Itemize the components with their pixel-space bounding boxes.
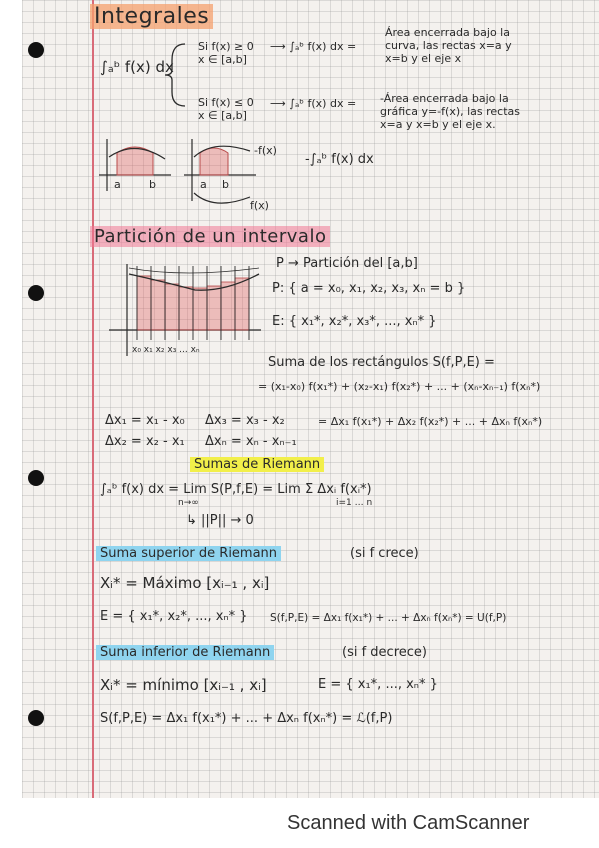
partition-heading: Partición de un intervalo <box>90 226 330 247</box>
graph2-label-a: a <box>200 178 207 191</box>
case2-condition: Si f(x) ≤ 0 <box>198 96 254 109</box>
upper-sum-condition: (si f crece) <box>350 546 419 561</box>
graph2-label-negf: -f(x) <box>254 144 277 157</box>
case2-desc-line2: gráfica y=-f(x), las rectas <box>380 105 521 118</box>
case2-integral: ⟶ ∫ₐᵇ f(x) dx = <box>270 97 357 110</box>
rectangle-sum-title: Suma de los rectángulos S(f,P,E) = <box>268 355 495 370</box>
riemann-heading: Sumas de Riemann <box>190 457 324 472</box>
lower-xi-definition: Xᵢ* = mínimo [xᵢ₋₁ , xᵢ] <box>100 676 267 694</box>
upper-tag-set: E = { x₁*, x₂*, ..., xₙ* } <box>100 609 248 624</box>
limit-subscript: n→∞ <box>178 498 199 508</box>
page-title: Integrales <box>90 4 213 29</box>
delta-xn: Δxₙ = xₙ - xₙ₋₁ <box>205 434 297 449</box>
negative-area-graph <box>180 135 260 205</box>
delta-x2: Δx₂ = x₂ - x₁ <box>105 434 185 449</box>
negative-integral: -∫ₐᵇ f(x) dx <box>305 152 374 167</box>
graph1-label-b: b <box>149 178 156 191</box>
margin-line <box>92 0 94 798</box>
delta-x3: Δx₃ = x₃ - x₂ <box>205 413 285 428</box>
case1-interval: x ∈ [a,b] <box>198 53 247 66</box>
delta-sum: = Δx₁ f(x₁*) + Δx₂ f(x₂*) + ... + Δxₙ f(xₙ*) <box>318 415 543 428</box>
upper-sum-expression: S(f,P,E) = Δx₁ f(x₁*) + ... + Δxₙ f(xₙ*) = U(f,P) <box>270 612 507 624</box>
positive-area-graph <box>95 135 175 195</box>
upper-sum-heading: Suma superior de Riemann <box>96 546 281 561</box>
partition-norm: ↳ ||P|| → 0 <box>186 513 254 528</box>
binder-hole <box>28 470 44 486</box>
case2-desc-line1: -Área encerrada bajo la <box>380 92 509 105</box>
case1-integral: ⟶ ∫ₐᵇ f(x) dx = <box>270 40 357 53</box>
graph2-label-f: f(x) <box>250 199 269 212</box>
tag-set: E: { x₁*, x₂*, x₃*, ..., xₙ* } <box>272 314 437 329</box>
integral-expression: ∫ₐᵇ f(x) dx <box>100 58 174 76</box>
case1-desc-line1: Área encerrada bajo la <box>385 26 510 39</box>
partition-definition: P → Partición del [a,b] <box>276 256 418 271</box>
brace <box>160 40 190 110</box>
upper-xi-definition: Xᵢ* = Máximo [xᵢ₋₁ , xᵢ] <box>100 574 270 592</box>
case1-desc-line2: curva, las rectas x=a y <box>385 39 512 52</box>
rectangle-sum-expression: = (x₁-x₀) f(x₁*) + (x₂-x₁) f(x₂*) + ... + (xₙ-xₙ₋₁) f(xₙ*) <box>258 380 541 393</box>
lower-tag-set: E = { x₁*, ..., xₙ* } <box>318 677 438 692</box>
scanner-watermark: Scanned with CamScanner <box>287 812 530 834</box>
delta-x1: Δx₁ = x₁ - x₀ <box>105 413 185 428</box>
binder-hole <box>28 42 44 58</box>
binder-hole <box>28 285 44 301</box>
sum-range: i=1 … n <box>336 498 373 508</box>
case2-desc-line3: x=a y x=b y el eje x. <box>380 118 496 131</box>
partition-set: P: { a = x₀, x₁, x₂, x₃, xₙ = b } <box>272 281 466 296</box>
partition-x-labels: x₀ x₁ x₂ x₃ ... xₙ <box>132 345 200 355</box>
lower-sum-expression: S(f,P,E) = Δx₁ f(x₁*) + ... + Δxₙ f(xₙ*) = ℒ(f,P) <box>100 711 393 726</box>
case2-interval: x ∈ [a,b] <box>198 109 247 122</box>
case1-condition: Si f(x) ≥ 0 <box>198 40 254 53</box>
lower-sum-heading: Suma inferior de Riemann <box>96 645 274 660</box>
graph1-label-a: a <box>114 178 121 191</box>
lower-sum-condition: (si f decrece) <box>342 645 427 660</box>
binder-hole <box>28 710 44 726</box>
graph2-label-b: b <box>222 178 229 191</box>
case1-desc-line3: x=b y el eje x <box>385 52 462 65</box>
riemann-limit-formula: ∫ₐᵇ f(x) dx = Lim S(P,f,E) = Lim Σ Δxᵢ f(xᵢ*) <box>100 482 372 497</box>
